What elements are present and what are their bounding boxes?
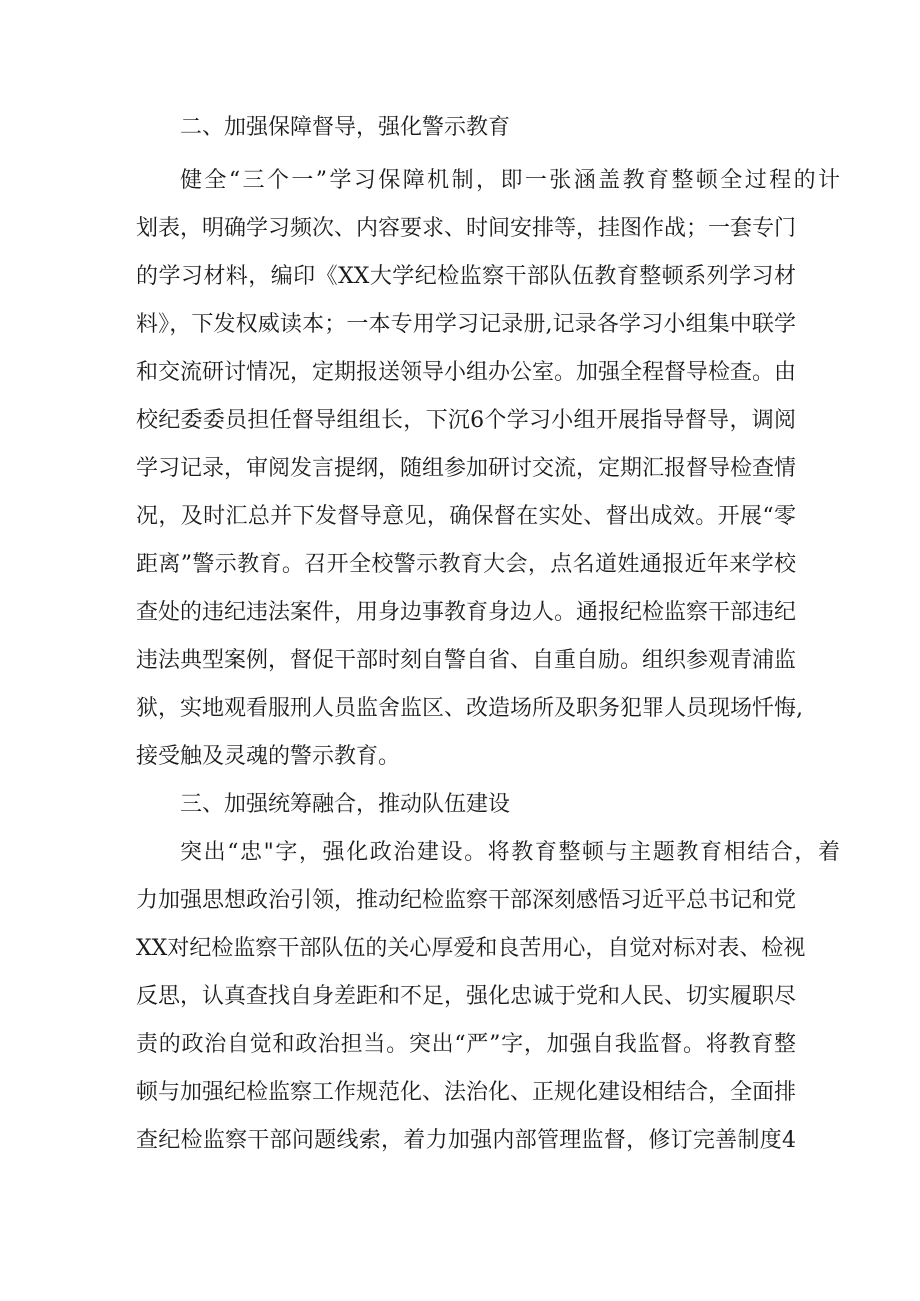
paragraph-line: 力加强思想政治引领，推动纪检监察干部深刻感悟习近平总书记和党 [136,888,797,913]
section-heading: 三、加强统筹融合，推动队伍建设 [180,792,511,817]
section-heading: 二、加强保障督导，强化警示教育 [180,115,511,140]
paragraph-line: 的学习材料，编印《XX大学纪检监察干部队伍教育整顿系列学习材 [136,264,796,289]
paragraph-line: 突出“忠"字，强化政治建设。将教育整顿与主题教育相结合，着 [180,840,840,865]
paragraph-line: 狱，实地观看服刑人员监舍监区、改造场所及职务犯罪人员现场忏悔, [136,696,803,721]
paragraph-line: 距离”警示教育。召开全校警示教育大会，点名道姓通报近年来学校 [136,552,796,577]
paragraph-line: 学习记录，审阅发言提纲，随组参加研讨交流，定期汇报督导检查情 [136,456,797,481]
paragraph-line: 况，及时汇总并下发督导意见，确保督在实处、督出成效。开展“零 [136,504,796,529]
paragraph-line: 健全“三个一”学习保障机制，即一张涵盖教育整顿全过程的计 [180,168,840,193]
paragraph-line: 查纪检监察干部问题线索，着力加强内部管理监督，修订完善制度4 [136,1128,796,1153]
paragraph-line: 划表，明确学习频次、内容要求、时间安排等，挂图作战；一套专门 [136,216,797,241]
paragraph-line: 和交流研讨情况，定期报送领导小组办公室。加强全程督导检查。由 [136,360,797,385]
paragraph-line: 料》，下发权威读本；一本专用学习记录册,记录各学习小组集中联学 [136,312,796,337]
paragraph-line: 校纪委委员担任督导组组长，下沉6个学习小组开展指导督导，调阅 [136,408,796,433]
paragraph-line: XX对纪检监察干部队伍的关心厚爱和良苦用心，自觉对标对表、检视 [136,936,806,961]
paragraph-line: 顿与加强纪检监察工作规范化、法治化、正规化建设相结合，全面排 [136,1080,797,1105]
paragraph-line: 查处的违纪违法案件，用身边事教育身边人。通报纪检监察干部违纪 [136,600,797,625]
paragraph-line: 责的政治自觉和政治担当。突出“严”字，加强自我监督。将教育整 [136,1032,796,1057]
paragraph-line: 反思，认真查找自身差距和不足，强化忠诚于党和人民、切实履职尽 [136,984,797,1009]
paragraph-line: 违法典型案例，督促干部时刻自警自省、自重自励。组织参观青浦监 [136,648,797,673]
paragraph-line-last: 接受触及灵魂的警示教育。 [136,744,401,769]
